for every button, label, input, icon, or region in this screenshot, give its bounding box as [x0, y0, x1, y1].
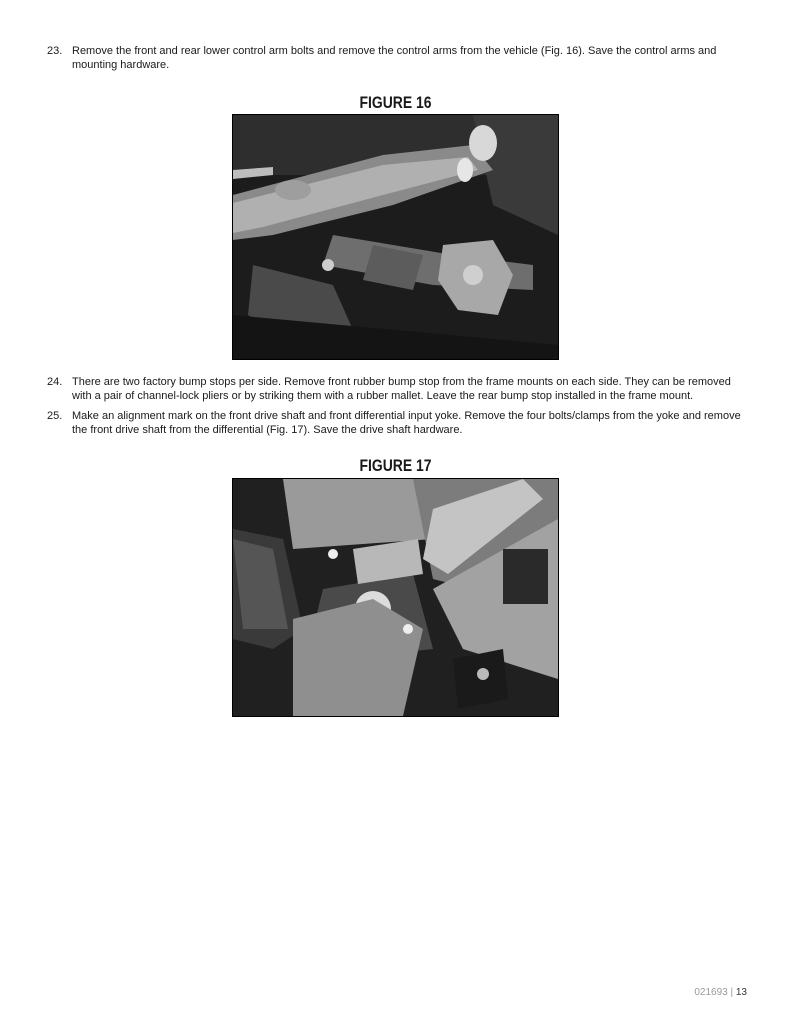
step-text: Remove the front and rear lower control arm bolts and remove the control arms from the vehicle (Fig. 16). Save the control arms and mounting hardware.	[72, 45, 717, 71]
footer-separator: |	[727, 987, 736, 998]
step-23	[47, 44, 747, 72]
step-24	[47, 375, 747, 403]
drive-shaft-photo-image	[233, 479, 558, 716]
page-number: 13	[735, 987, 747, 998]
step-number: 23.	[47, 45, 63, 57]
figure-17-photo	[232, 478, 559, 717]
figure-16-title: FIGURE 16	[359, 93, 432, 112]
figure-16-photo	[232, 114, 559, 360]
step-number: 25.	[47, 410, 63, 422]
control-arm-photo-image	[233, 115, 558, 359]
document-number: 021693	[694, 987, 728, 998]
step-text: Make an alignment mark on the front drive shaft and front differential input yoke. Remove the four bolts/clamps from the yoke and remove the front drive shaft from the differential (Fig. 17). Save the drive shaft hardware.	[72, 410, 741, 436]
step-25	[47, 409, 747, 437]
figure-17-title: FIGURE 17	[359, 456, 432, 475]
step-text: There are two factory bump stops per side. Remove front rubber bump stop from the frame mounts on each side. They can be removed with a pair of channel-lock pliers or by striking them with a rubber mallet. Leave the rear bump stop installed in the frame mount.	[72, 376, 731, 402]
page-footer	[694, 987, 747, 998]
step-number: 24.	[47, 376, 63, 388]
